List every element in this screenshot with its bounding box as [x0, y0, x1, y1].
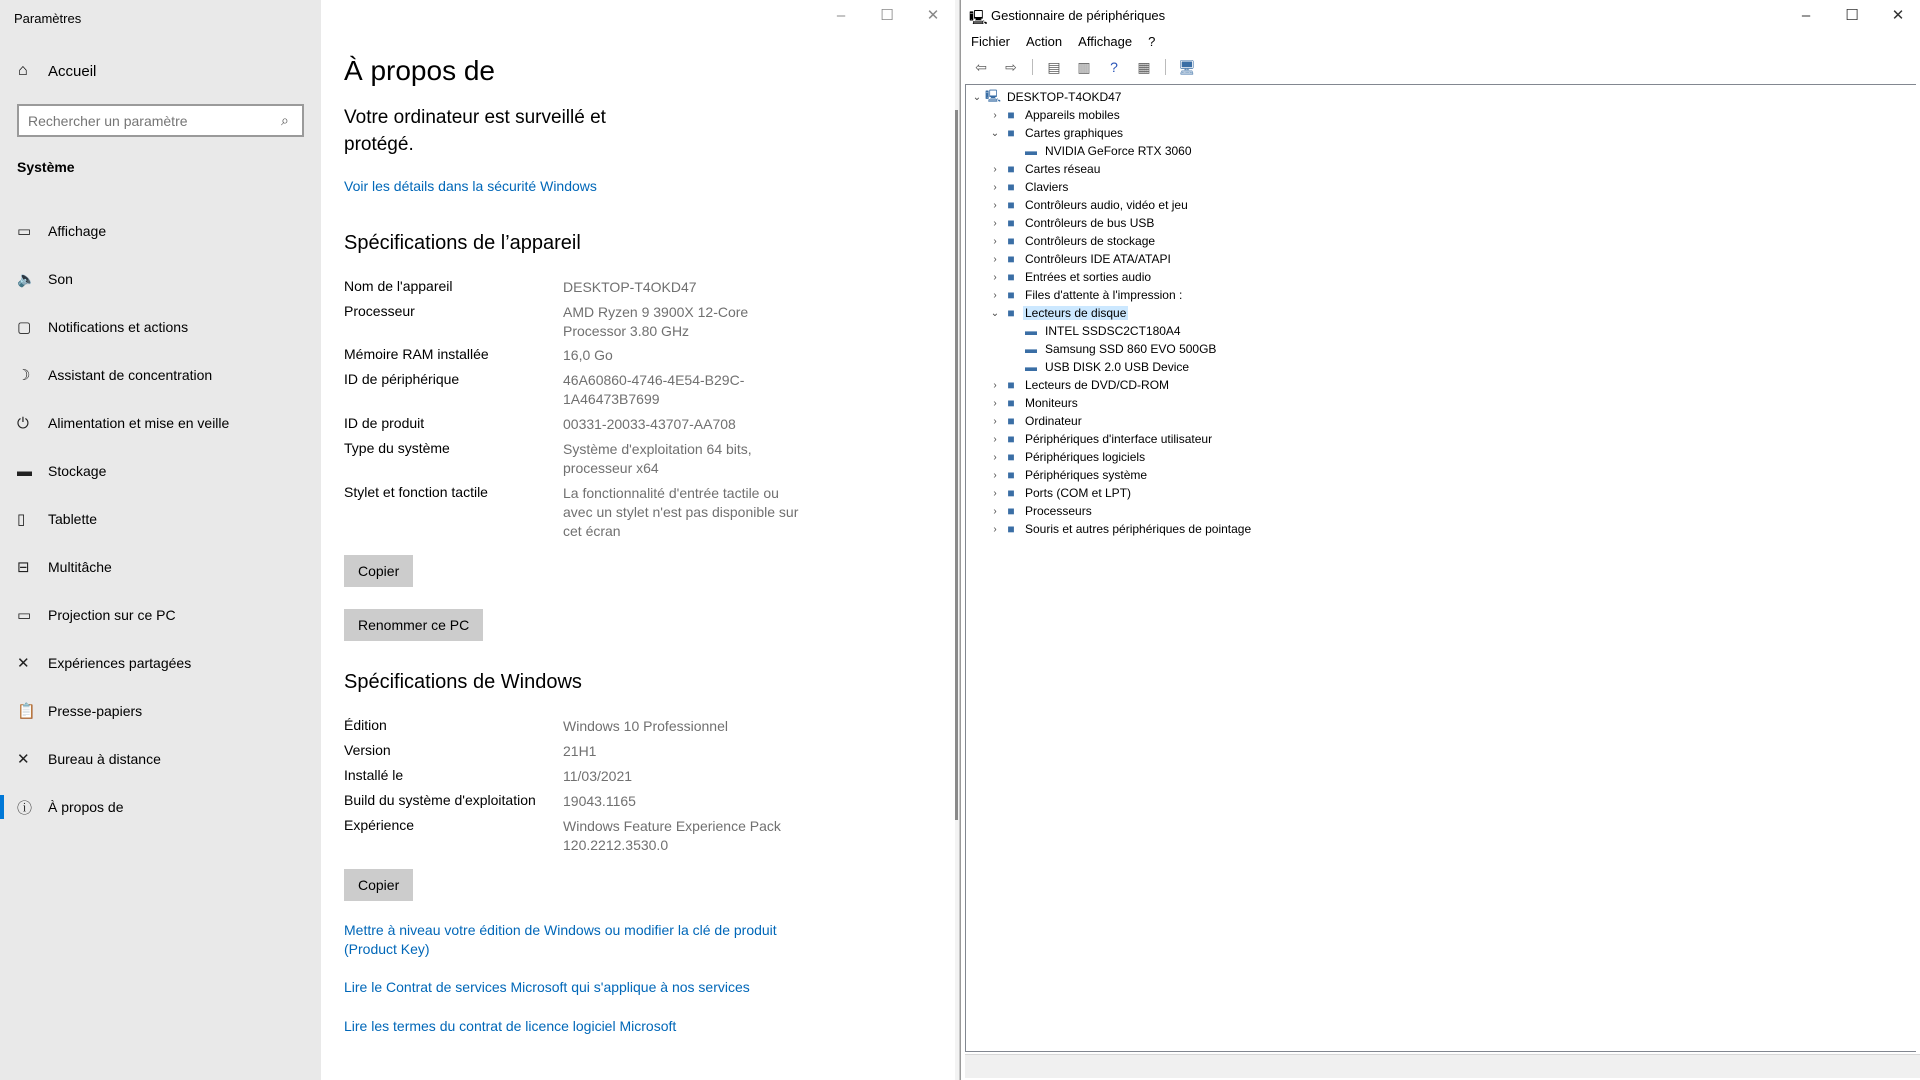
tree-icon[interactable]: ▥: [1077, 58, 1091, 75]
menu-affichage[interactable]: Affichage: [1078, 34, 1133, 49]
dm-window-controls: [1783, 0, 1920, 32]
device-icon: ■: [1007, 126, 1015, 140]
nav-item-label: À propos de: [48, 799, 124, 815]
spec-key: Type du système: [344, 440, 450, 456]
nav-item[interactable]: [0, 543, 321, 591]
device-label: Samsung SSD 860 EVO 500GB: [1045, 342, 1217, 356]
nav-item-icon: ⏻: [17, 414, 29, 432]
device-category[interactable]: [988, 394, 1080, 412]
copy-device-button[interactable]: Copier: [344, 555, 413, 587]
device-label: Moniteurs: [1025, 396, 1078, 410]
nav-list: [0, 207, 321, 831]
device-label: Entrées et sorties audio: [1025, 270, 1152, 284]
chevron-right-icon[interactable]: ›: [993, 433, 997, 445]
nav-item[interactable]: [0, 687, 321, 735]
chevron-right-icon[interactable]: ›: [993, 487, 997, 499]
device-label: Files d'attente à l'impression :: [1025, 288, 1183, 302]
nav-item-icon: ▬: [17, 462, 32, 480]
nav-item-icon: ▢: [17, 319, 32, 336]
settings-window-controls: [818, 0, 956, 32]
nav-item-label: Assistant de concentration: [48, 367, 213, 383]
nav-item[interactable]: [0, 735, 321, 783]
device-label: Périphériques système: [1025, 468, 1148, 482]
device-category[interactable]: [988, 376, 1171, 394]
device-category[interactable]: [988, 268, 1153, 286]
spec-key: Installé le: [344, 767, 404, 783]
chevron-right-icon[interactable]: ›: [993, 379, 997, 391]
device-icon: ■: [1007, 522, 1015, 536]
device-icon: ■: [1007, 270, 1015, 284]
device-label: Contrôleurs de stockage: [1025, 234, 1156, 248]
search-input[interactable]: [17, 104, 304, 137]
device-icon: ■: [1007, 288, 1015, 302]
nav-item-label: Notifications et actions: [48, 319, 189, 335]
device-category[interactable]: [988, 304, 1128, 322]
spec-key: Nom de l'appareil: [344, 278, 453, 294]
nav-item-label: Son: [48, 271, 73, 287]
spec-value: Windows Feature Experience Pack 120.2212.3530.0: [563, 818, 781, 853]
properties-icon[interactable]: ▤: [1047, 58, 1061, 75]
device-label: DESKTOP-T4OKD47: [1007, 90, 1122, 104]
device-icon: ■: [1007, 414, 1015, 428]
device-label: Lecteurs de DVD/CD-ROM: [1025, 378, 1170, 392]
device-label: Claviers: [1025, 180, 1069, 194]
page-title: À propos de: [344, 55, 495, 86]
device-item[interactable]: [1008, 340, 1218, 358]
device-label: Souris et autres périphériques de pointage: [1025, 522, 1252, 536]
chevron-down-icon[interactable]: ⌄: [990, 127, 1000, 139]
device-label: INTEL SSDSC2CT180A4: [1045, 324, 1181, 338]
nav-item[interactable]: [0, 399, 321, 447]
device-icon: ■: [1007, 234, 1015, 248]
nav-item[interactable]: [0, 591, 321, 639]
device-category[interactable]: [988, 286, 1184, 304]
device-label: USB DISK 2.0 USB Device: [1045, 360, 1190, 374]
device-label: Ports (COM et LPT): [1025, 486, 1132, 500]
device-label: Cartes réseau: [1025, 162, 1101, 176]
device-icon: ▬: [1025, 360, 1037, 374]
nav-item[interactable]: [0, 495, 321, 543]
spec-key: Build du système d'exploitation: [344, 792, 536, 808]
chevron-right-icon[interactable]: ›: [993, 523, 997, 535]
details-icon[interactable]: ▦: [1137, 58, 1151, 75]
device-icon: ■: [1007, 216, 1015, 230]
nav-item-icon: ✕: [17, 655, 30, 672]
spec-value: 16,0 Go: [563, 347, 613, 363]
device-label: Contrôleurs audio, vidéo et jeu: [1025, 198, 1188, 212]
nav-item[interactable]: [0, 351, 321, 399]
spec-row: [344, 278, 944, 303]
license-link[interactable]: Lire les termes du contrat de licence logiciel Microsoft: [344, 1018, 677, 1034]
spec-row: [344, 767, 944, 792]
protection-status: Votre ordinateur est surveillé et protégé.: [344, 107, 606, 155]
device-icon: ▬: [1025, 144, 1037, 158]
device-manager-icon: 🖳: [969, 9, 988, 25]
menu-help[interactable]: ?: [1148, 34, 1156, 49]
spec-key: ID de produit: [344, 415, 425, 431]
close-button[interactable]: ✕: [926, 7, 940, 24]
device-item[interactable]: [1008, 142, 1194, 160]
device-item[interactable]: [1008, 322, 1183, 340]
spec-key: Stylet et fonction tactile: [344, 484, 488, 500]
chevron-right-icon[interactable]: ›: [993, 397, 997, 409]
device-tree[interactable]: [965, 84, 1916, 1052]
spec-row: [344, 484, 944, 544]
spec-value: 21H1: [563, 743, 597, 759]
device-category[interactable]: [988, 412, 1084, 430]
spec-row: [344, 817, 944, 857]
window-title: Paramètres: [14, 11, 82, 26]
spec-row: [344, 303, 944, 346]
device-category[interactable]: [988, 520, 1253, 538]
device-category[interactable]: [988, 124, 1125, 142]
spec-value: 00331-20033-43707-AA708: [563, 416, 736, 432]
back-icon[interactable]: ⇦: [975, 58, 987, 75]
nav-item-icon: ▭: [17, 223, 32, 240]
device-label: NVIDIA GeForce RTX 3060: [1045, 144, 1192, 158]
spec-row: [344, 717, 944, 742]
device-icon: ■: [1007, 306, 1015, 320]
device-label: Cartes graphiques: [1025, 126, 1124, 140]
device-icon: ■: [1007, 450, 1015, 464]
device-category[interactable]: [970, 88, 1123, 106]
spec-key: Édition: [344, 717, 387, 733]
nav-item-label: Affichage: [48, 223, 107, 239]
spec-key: Mémoire RAM installée: [344, 346, 489, 362]
spec-value: Système d'exploitation 64 bits, processeur x64: [563, 441, 752, 476]
device-category[interactable]: [988, 250, 1173, 268]
device-label: Périphériques logiciels: [1025, 450, 1146, 464]
device-category[interactable]: [988, 448, 1147, 466]
nav-item[interactable]: [0, 255, 321, 303]
chevron-right-icon[interactable]: ›: [993, 163, 997, 175]
nav-item-label: Multitâche: [48, 559, 112, 575]
device-label: Périphériques d'interface utilisateur: [1025, 432, 1213, 446]
nav-item[interactable]: [0, 447, 321, 495]
device-icon: ■: [1007, 396, 1015, 410]
search-icon[interactable]: ⌕: [281, 112, 289, 128]
nav-item-icon: ⊟: [17, 559, 30, 576]
device-specs: [344, 278, 944, 544]
spec-row: [344, 415, 944, 440]
spec-value: La fonctionnalité d'entrée tactile ou avec un stylet n'est pas disponible sur cet écran: [563, 485, 799, 539]
spec-key: ID de périphérique: [344, 371, 460, 387]
spec-key: Processeur: [344, 303, 415, 319]
device-icon: ■: [1007, 252, 1015, 266]
chevron-right-icon[interactable]: ›: [993, 289, 997, 301]
minimize-button[interactable]: –: [836, 7, 846, 24]
chevron-right-icon[interactable]: ›: [993, 109, 997, 121]
nav-item-icon: 🔈: [17, 271, 36, 288]
device-icon: ■: [1007, 198, 1015, 212]
dm-close-button[interactable]: ✕: [1891, 7, 1905, 24]
device-label: Ordinateur: [1025, 414, 1082, 428]
nav-home-label: Accueil: [48, 62, 97, 80]
dm-menu-bar: [971, 34, 1171, 49]
nav-item[interactable]: [0, 207, 321, 255]
chevron-right-icon[interactable]: ›: [993, 451, 997, 463]
device-label: Appareils mobiles: [1025, 108, 1120, 122]
nav-item-label: Expériences partagées: [48, 655, 192, 671]
forward-icon[interactable]: ⇨: [1005, 58, 1017, 75]
device-category[interactable]: [988, 502, 1094, 520]
spec-key: Version: [344, 742, 391, 758]
nav-item-icon: ▭: [17, 607, 32, 624]
device-category[interactable]: [988, 430, 1214, 448]
spec-row: [344, 440, 944, 484]
device-category[interactable]: [988, 106, 1122, 124]
device-icon: ■: [1007, 468, 1015, 482]
spec-key: Expérience: [344, 817, 415, 833]
spec-value: Windows 10 Professionnel: [563, 718, 728, 734]
chevron-right-icon[interactable]: ›: [993, 199, 997, 211]
device-label: Lecteurs de disque: [1025, 306, 1127, 320]
chevron-down-icon[interactable]: ⌄: [972, 91, 982, 103]
dm-maximize-button[interactable]: ☐: [1845, 7, 1859, 24]
spec-row: [344, 346, 944, 371]
monitor-icon[interactable]: 🖥: [1178, 58, 1196, 75]
settings-nav: [0, 0, 321, 1080]
maximize-button[interactable]: ☐: [880, 7, 894, 24]
chevron-right-icon[interactable]: ›: [993, 469, 997, 481]
nav-item-label: Bureau à distance: [48, 751, 161, 767]
device-icon: ■: [1007, 486, 1015, 500]
dm-title-bar: [969, 8, 1166, 25]
upgrade-link[interactable]: Mettre à niveau votre édition de Windows ou modifier la clé de produit (Product Key): [344, 922, 777, 957]
dm-window-title: Gestionnaire de périphériques: [991, 8, 1166, 23]
nav-item-icon: ⓘ: [17, 799, 33, 817]
menu-action[interactable]: Action: [1026, 34, 1063, 49]
spec-value: DESKTOP-T4OKD47: [563, 279, 697, 295]
device-category[interactable]: [988, 160, 1102, 178]
device-item[interactable]: [1008, 358, 1191, 376]
windows-specs: [344, 717, 944, 857]
chevron-right-icon[interactable]: ›: [993, 235, 997, 247]
device-label: Contrôleurs de bus USB: [1025, 216, 1155, 230]
device-icon: 🖳: [984, 88, 1001, 103]
device-category[interactable]: [988, 484, 1133, 502]
nav-item[interactable]: [0, 783, 321, 831]
chevron-down-icon[interactable]: ⌄: [990, 307, 1000, 319]
nav-item-label: Tablette: [48, 511, 98, 527]
spec-value: AMD Ryzen 9 3900X 12-Core Processor 3.80 GHz: [563, 304, 749, 339]
nav-section-title: Système: [17, 159, 75, 175]
device-category[interactable]: [988, 466, 1149, 484]
spec-row: [344, 792, 944, 817]
device-category[interactable]: [988, 178, 1070, 196]
spec-row: [344, 742, 944, 767]
device-icon: ■: [1007, 504, 1015, 518]
device-icon: ■: [1007, 180, 1015, 194]
rename-pc-button[interactable]: Renommer ce PC: [344, 609, 483, 641]
device-category[interactable]: [988, 214, 1156, 232]
device-icon: ▬: [1025, 324, 1037, 338]
chevron-right-icon[interactable]: ›: [993, 253, 997, 265]
spec-value: 46A60860-4746-4E54-B29C-1A46473B7699: [563, 372, 745, 407]
spec-value: 19043.1165: [563, 793, 636, 809]
chevron-right-icon[interactable]: ›: [993, 271, 997, 283]
copy-windows-button[interactable]: Copier: [344, 869, 413, 901]
nav-item[interactable]: [0, 639, 321, 687]
dm-toolbar: [966, 56, 1202, 78]
chevron-right-icon[interactable]: ›: [993, 505, 997, 517]
nav-item-icon: ☽: [17, 367, 31, 384]
nav-item-icon: ✕: [17, 751, 30, 768]
status-bar: [965, 1054, 1920, 1078]
toolbar-separator: [1165, 59, 1166, 75]
nav-item[interactable]: [0, 303, 321, 351]
chevron-right-icon[interactable]: ›: [993, 217, 997, 229]
menu-fichier[interactable]: Fichier: [971, 34, 1011, 49]
device-manager-window: [960, 0, 1920, 1080]
chevron-right-icon[interactable]: ›: [993, 181, 997, 193]
security-link[interactable]: Voir les détails dans la sécurité Windows: [344, 178, 597, 194]
device-icon: ▬: [1025, 342, 1037, 356]
nav-item-icon: 📋: [17, 703, 36, 720]
help-icon[interactable]: ?: [1110, 59, 1118, 75]
spec-value: 11/03/2021: [563, 768, 633, 784]
device-icon: ■: [1007, 378, 1015, 392]
device-icon: ■: [1007, 432, 1015, 446]
chevron-right-icon[interactable]: ›: [993, 415, 997, 427]
nav-item-label: Alimentation et mise en veille: [48, 415, 230, 431]
toolbar-separator: [1032, 59, 1033, 75]
nav-item-label: Stockage: [48, 463, 107, 479]
nav-home[interactable]: [18, 62, 96, 80]
device-specs-title: Spécifications de l’appareil: [344, 232, 581, 254]
device-category[interactable]: [988, 232, 1157, 250]
windows-specs-title: Spécifications de Windows: [344, 671, 582, 693]
spec-row: [344, 371, 944, 415]
device-icon: ■: [1007, 108, 1015, 122]
device-label: Contrôleurs IDE ATA/ATAPI: [1025, 252, 1171, 266]
nav-item-icon: ▯: [17, 511, 26, 528]
device-label: Processeurs: [1025, 504, 1092, 518]
device-category[interactable]: [988, 196, 1190, 214]
device-icon: ■: [1007, 162, 1015, 176]
nav-item-label: Presse-papiers: [48, 703, 143, 719]
home-icon: ⌂: [18, 62, 28, 79]
scrollbar-thumb[interactable]: [955, 110, 958, 820]
service-agreement-link[interactable]: Lire le Contrat de services Microsoft qui s'applique à nos services: [344, 979, 750, 995]
dm-minimize-button[interactable]: –: [1801, 7, 1811, 24]
nav-item-label: Projection sur ce PC: [48, 607, 176, 623]
